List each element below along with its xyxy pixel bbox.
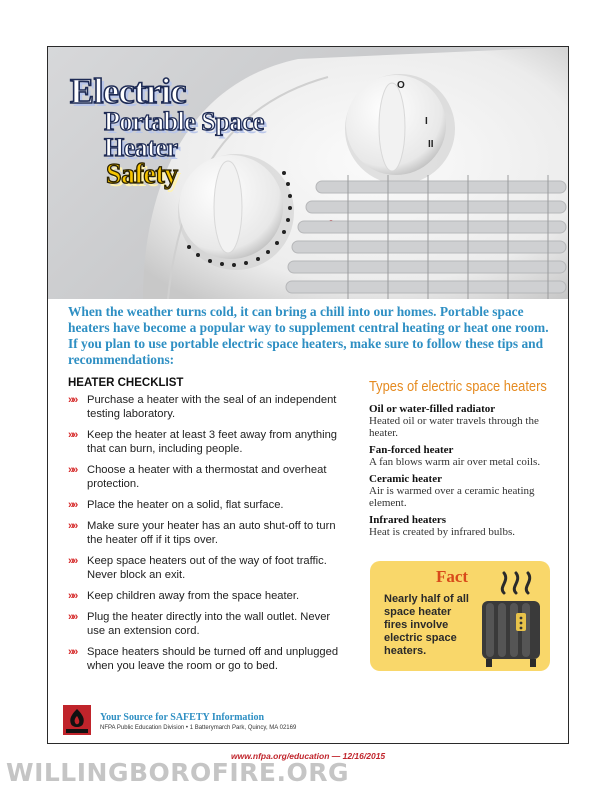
checklist-item-text: Plug the heater directly into the wall outlet. Never use an extension cord. <box>87 611 331 637</box>
checklist-item-text: Choose a heater with a thermostat and overheat protection. <box>87 464 327 490</box>
title-line-3: Heater <box>104 133 178 162</box>
radiator-heater-icon <box>474 565 548 671</box>
flyer-page <box>47 46 569 744</box>
checklist-item <box>68 519 348 547</box>
checklist-item-text: Place the heater on a solid, flat surface. <box>87 499 284 511</box>
checklist-item <box>68 610 348 638</box>
footer-address: NFPA Public Education Division • 1 Batterymarch Park, Quincy, MA 02169 <box>100 725 297 731</box>
fact-box <box>370 561 550 671</box>
bullet-icon: »» <box>68 429 77 441</box>
bullet-icon: »» <box>68 499 77 511</box>
bullet-icon: »» <box>68 464 77 476</box>
heater-type-desc: A fan blows warm air over metal coils. <box>369 456 541 468</box>
checklist-item <box>68 645 348 673</box>
dial-mark-low: I <box>425 116 428 127</box>
heater-type <box>369 514 549 538</box>
bullet-icon: »» <box>68 590 77 602</box>
dial-mark-off: O <box>397 80 405 91</box>
checklist-item-text: Keep children away from the space heater. <box>87 590 300 602</box>
heater-type-desc: Heated oil or water travels through the heater. <box>369 415 539 439</box>
bullet-icon: »» <box>68 555 77 567</box>
title-line-2: Portable Space <box>104 107 264 136</box>
title-line-4: Safety <box>106 159 178 190</box>
bullet-icon: »» <box>68 394 77 406</box>
site-watermark: WILLINGBOROFIRE.ORG <box>6 758 350 787</box>
checklist-item-text: Keep space heaters out of the way of foot traffic. Never block an exit. <box>87 555 327 581</box>
title-line-1: Electric <box>70 71 186 111</box>
heater-type-name: Oil or water-filled radiator <box>369 403 496 415</box>
footer-tagline: Your Source for SAFETY Information <box>100 712 265 723</box>
heater-type-name: Fan-forced heater <box>369 444 454 456</box>
types-heading: Types of electric space heaters <box>369 378 547 395</box>
hero-image <box>48 47 568 299</box>
heater-type <box>369 444 549 468</box>
checklist-item <box>68 393 348 421</box>
bullet-icon: »» <box>68 611 77 623</box>
checklist <box>68 393 348 680</box>
heater-type-name: Infrared heaters <box>369 514 447 526</box>
bullet-icon: »» <box>68 520 77 532</box>
checklist-item <box>68 463 348 491</box>
fact-title: Fact <box>436 567 469 586</box>
heater-type-desc: Heat is created by infrared bulbs. <box>369 526 515 538</box>
checklist-heading: HEATER CHECKLIST <box>68 377 184 389</box>
footer-web-date[interactable]: www.nfpa.org/education — 12/16/2015 <box>231 751 386 761</box>
bullet-icon: »» <box>68 646 77 658</box>
checklist-item <box>68 428 348 456</box>
heater-type-name: Ceramic heater <box>369 473 442 485</box>
dial-mark-high: II <box>428 139 434 150</box>
checklist-item-text: Space heaters should be turned off and unplugged when you leave the room or go to bed. <box>87 646 339 672</box>
checklist-item-text: Purchase a heater with the seal of an independent testing laboratory. <box>87 394 337 420</box>
heater-types-list <box>369 403 549 543</box>
fact-text: Nearly half of all space heater fires involve electric space heaters. <box>384 593 469 657</box>
checklist-item <box>68 554 348 582</box>
nfpa-logo <box>63 705 91 740</box>
heater-type <box>369 473 549 509</box>
heater-type-desc: Air is warmed over a ceramic heating element. <box>369 485 535 509</box>
checklist-item <box>68 498 348 512</box>
heater-type <box>369 403 549 439</box>
checklist-item <box>68 589 348 603</box>
intro-paragraph: When the weather turns cold, it can bring a chill into our homes. Portable space heaters have become a popular way to supplement central heating or heat one room. If you plan to use portable electric space heaters, make sure to follow these tips and recommendations: <box>68 304 549 367</box>
checklist-item-text: Make sure your heater has an auto shut-off to turn the heater off if it tips over. <box>87 520 336 546</box>
checklist-item-text: Keep the heater at least 3 feet away from anything that can burn, including people. <box>87 429 338 455</box>
